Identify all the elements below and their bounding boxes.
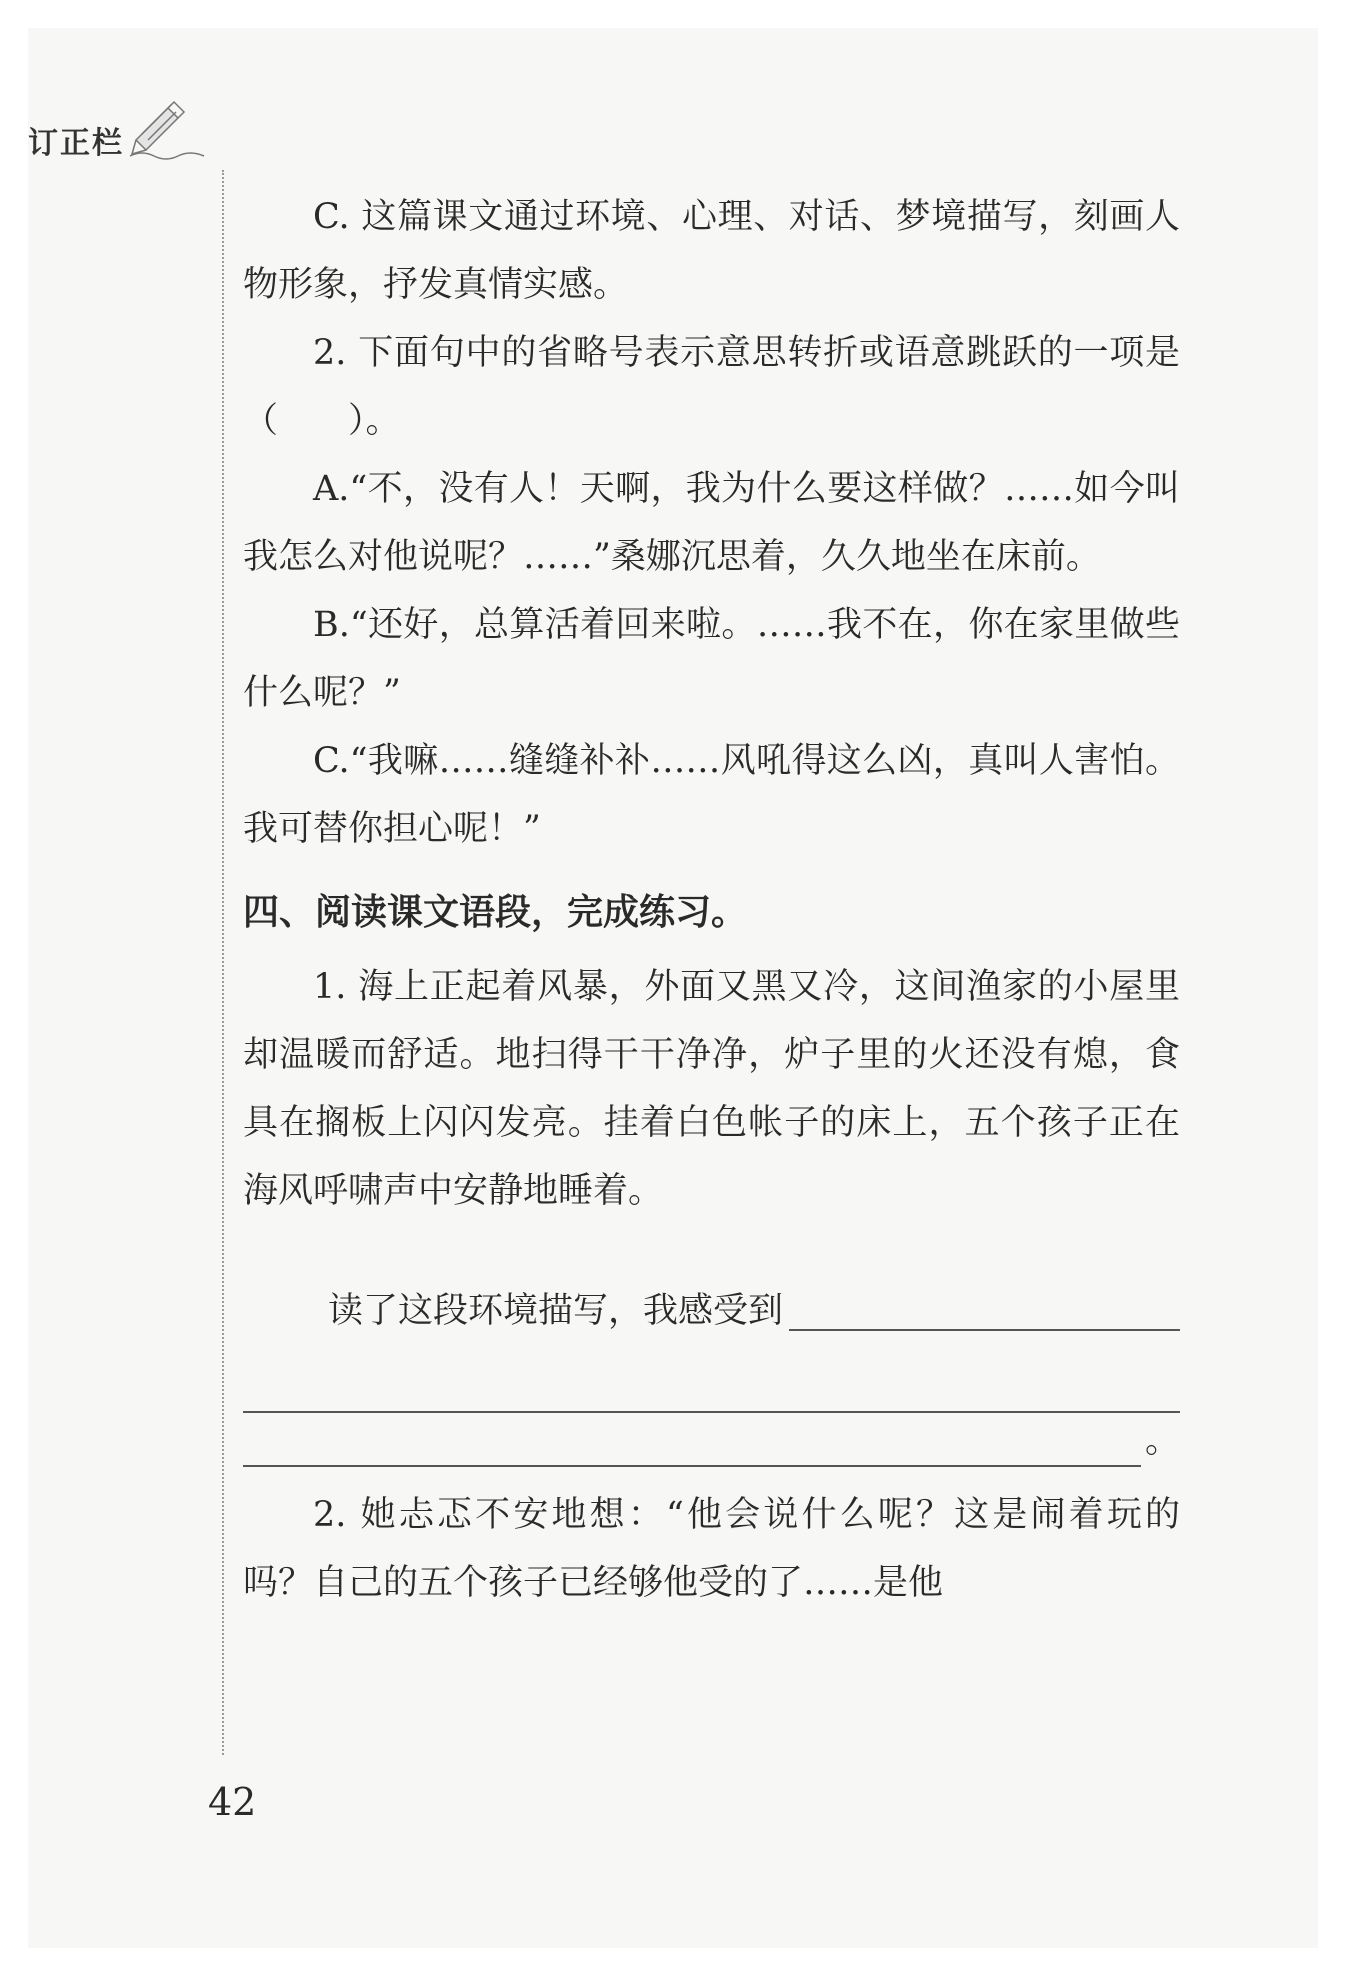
page-content [243,183,1180,1617]
margin-divider [222,170,224,1755]
answer-end-mark: 。 [1144,1421,1180,1461]
correction-column-label: 订正栏 [28,126,124,161]
answer-blank-1[interactable] [789,1329,1180,1331]
answer-blank-3-row [243,1413,1180,1481]
q2-option-c: C.“我嘛……缝缝补补……风吼得这么凶，真叫人害怕。我可替你担心呢！” [243,741,1180,849]
pencil-icon [128,100,208,160]
page-number: 42 [208,1780,257,1824]
s4-q1-prompt: 读了这段环境描写，我感受到 [328,1291,784,1331]
q1-option-c: C. 这篇课文通过环境、心理、对话、梦境描写，刻画人物形象，抒发真情实感。 [243,197,1180,305]
section-4-title: 四、阅读课文语段，完成练习。 [243,892,748,933]
answer-blank-2[interactable] [243,1345,1180,1413]
s4-q1-passage: 1. 海上正起着风暴，外面又黑又冷，这间渔家的小屋里却温暖而舒适。地扫得干干净净，炉子里的火还没有熄，食具在搁板上闪闪发亮。挂着白色帐子的床上，五个孩子正在海风呼啸声中安静地睡着。 [243,967,1180,1211]
s4-q1-answer-row [243,1277,1180,1345]
answer-blank-3[interactable] [243,1465,1141,1467]
s4-q2-passage: 2. 她忐忑不安地想：“他会说什么呢？这是闹着玩的吗？自己的五个孩子已经够他受的了……是他 [243,1495,1180,1603]
q2-option-a: A.“不，没有人！天啊，我为什么要这样做？……如今叫我怎么对他说呢？……”桑娜沉思着，久久地坐在床前。 [243,469,1180,577]
q2-stem: 2. 下面句中的省略号表示意思转折或语意跳跃的一项是（ ）。 [243,333,1180,441]
q2-option-b: B.“还好，总算活着回来啦。……我不在，你在家里做些什么呢？” [243,605,1180,713]
